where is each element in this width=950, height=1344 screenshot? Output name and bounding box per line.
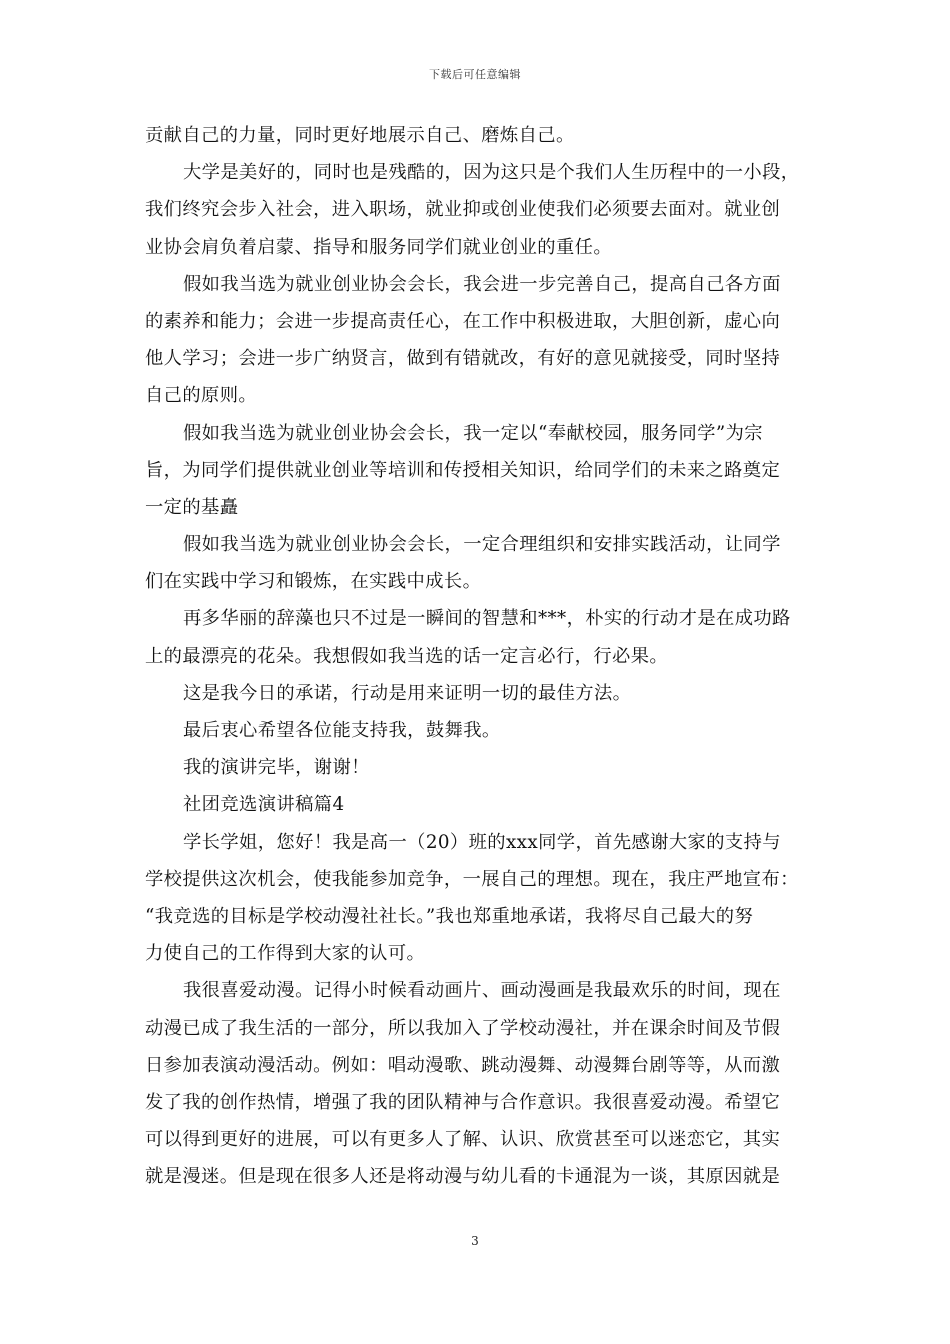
text-line: 上的最漂亮的花朵。我想假如我当选的话一定言必行，行必果。 (145, 645, 669, 667)
text-line: 我的演讲完毕，谢谢！ (183, 757, 370, 779)
text-line: 业协会肩负着启蒙、指导和服务同学们就业创业的重任。 (145, 236, 613, 258)
text-line: 他人学习；会进一步广纳贤言，做到有错就改，有好的意见就接受，同时坚持 (145, 348, 781, 370)
section-heading: 社团竞选演讲稿篇4 (183, 794, 345, 816)
text-line: 学校提供这次机会，使我能参加竞争，一展自己的理想。现在，我庄严地宣布： (145, 868, 799, 890)
text-line: 贡献自己的力量，同时更好地展示自己、磨炼自己。 (145, 125, 575, 146)
text-line: 一定的基矗 (145, 496, 239, 518)
text-line: 日参加表演动漫活动。例如：唱动漫歌、跳动漫舞、动漫舞台剧等等，从而激 (145, 1054, 781, 1076)
text-line: 动漫已成了我生活的一部分，所以我加入了学校动漫社，并在课余时间及节假 (145, 1017, 781, 1039)
text-line: 我很喜爱动漫。记得小时候看动画片、画动漫画是我最欢乐的时间，现在 (183, 980, 781, 1002)
text-line: 假如我当选为就业创业协会会长，我会进一步完善自己，提高自己各方面 (183, 273, 781, 295)
text-line: 们在实践中学习和锻炼，在实践中成长。 (145, 571, 482, 593)
text-line: 我们终究会步入社会，进入职场，就业抑或创业使我们必须要去面对。就业创 (145, 199, 781, 221)
text-line: 就是漫迷。但是现在很多人还是将动漫与幼儿看的卡通混为一谈，其原因就是 (145, 1166, 781, 1188)
text-line: 自己的原则。 (145, 385, 258, 407)
document-body (145, 117, 810, 1195)
text-line: 力使自己的工作得到大家的认可。 (145, 943, 426, 965)
text-line: 最后衷心希望各位能支持我，鼓舞我。 (183, 720, 501, 741)
text-line: 假如我当选为就业创业协会会长，我一定以“奉献校园，服务同学”为宗 (183, 422, 763, 444)
page-number: 3 (471, 1234, 479, 1248)
text-line: 可以得到更好的进展，可以有更多人了解、认识、欣赏甚至可以迷恋它，其实 (145, 1129, 781, 1151)
text-line: 再多华丽的辞藻也只不过是一瞬间的智慧和***，朴实的行动才是在成功路 (183, 608, 791, 630)
page-header: 下载后可任意编辑 (429, 68, 521, 81)
text-line: 学长学姐，您好！我是高一（20）班的xxx同学，首先感谢大家的支持与 (183, 831, 781, 853)
text-line: 旨，为同学们提供就业创业等培训和传授相关知识，给同学们的未来之路奠定 (145, 459, 781, 481)
text-line: 大学是美好的，同时也是残酷的，因为这只是个我们人生历程中的一小段， (183, 162, 800, 184)
text-line: 假如我当选为就业创业协会会长，一定合理组织和安排实践活动，让同学 (183, 534, 781, 556)
text-line: 这是我今日的承诺，行动是用来证明一切的最佳方法。 (183, 682, 632, 704)
text-line: 发了我的创作热情，增强了我的团队精神与合作意识。我很喜爱动漫。希望它 (145, 1091, 781, 1113)
text-line: “我竞选的目标是学校动漫社社长。”我也郑重地承诺，我将尽自己最大的努 (145, 905, 754, 927)
text-line: 的素养和能力；会进一步提高责任心，在工作中积极进取，大胆创新，虚心向 (145, 310, 781, 332)
